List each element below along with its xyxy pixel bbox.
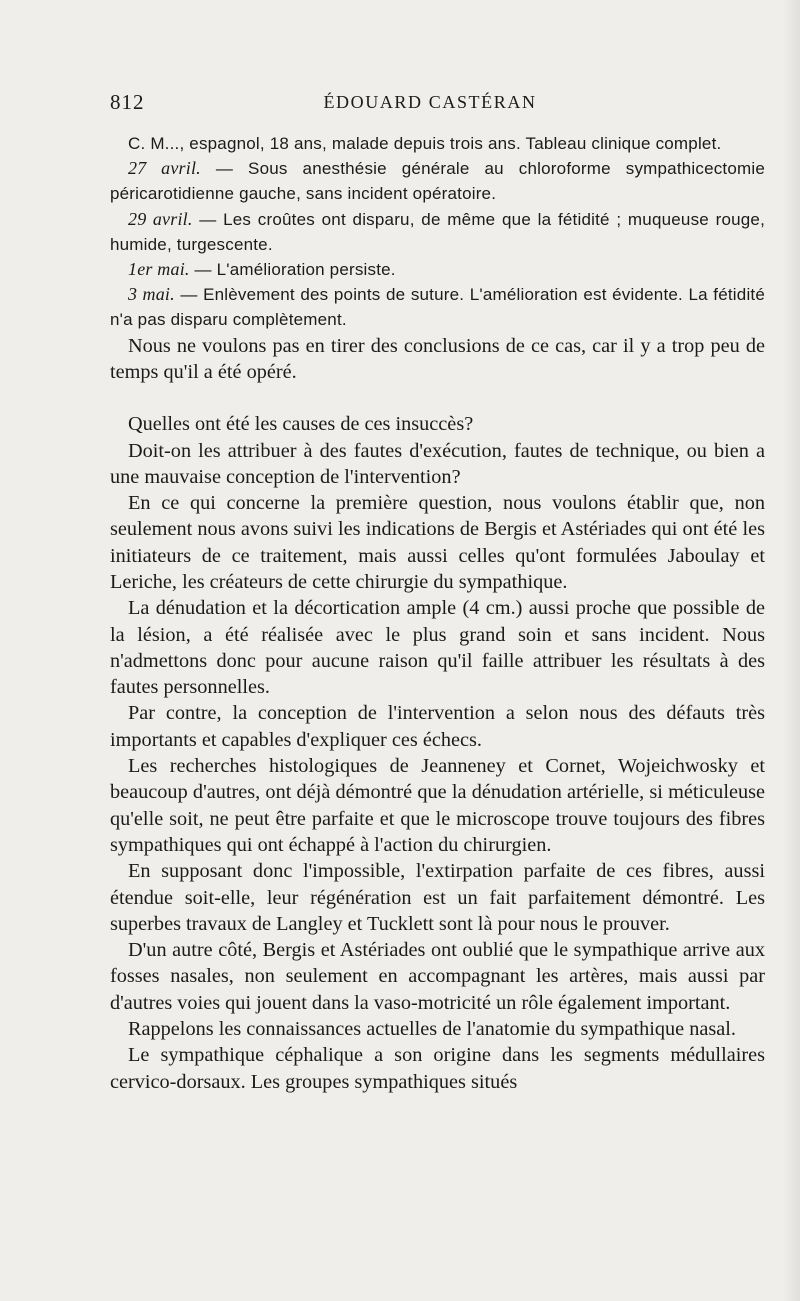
case-entry	[110, 282, 765, 332]
case-entry-date: 1er mai.	[128, 259, 190, 280]
page-body	[110, 131, 765, 1095]
case-entry-date: 29 avril.	[128, 208, 193, 229]
case-entry-text: — Sous anesthésie générale au chloroforme sympathicectomie péricarotidienne gauche, sans incident opératoire.	[110, 159, 766, 204]
case-intro: C. M..., espagnol, 18 ans, malade depuis trois ans. Tableau clinique complet.	[128, 134, 722, 153]
paragraph: La dénudation et la décortication ample (4 cm.) aussi proche que possible de la lésion, a été réalisée avec le plus grand soin et sans incident. Nous n'admettons donc pour aucune raison qu'il faille attribuer les résultats à des fautes personnelles.	[110, 597, 765, 699]
paragraph: Quelles ont été les causes de ces insuccès?	[128, 413, 474, 436]
case-entry-text: — L'amélioration persiste.	[189, 260, 396, 280]
paragraph: En supposant donc l'impossible, l'extirpation parfaite de ces fibres, aussi étendue soit-elle, leur régénération est un fait parfaitement démontré. Les superbes travaux de Langley et Tucklett sont là pour nous le prouver.	[110, 860, 765, 935]
case-entry-text: — Enlèvement des points de suture. L'amélioration est évidente. La fétidité n'a pas disparu complètement.	[110, 285, 765, 330]
page-number: 812	[110, 90, 145, 114]
case-entry-text: — Les croûtes ont disparu, de même que la fétidité ; muqueuse rouge, humide, turgescente.	[110, 209, 766, 254]
case-entry-date: 27 avril.	[128, 158, 201, 179]
case-entry	[110, 257, 765, 282]
case-report	[110, 131, 765, 333]
running-title: ÉDOUARD CASTÉRAN	[323, 92, 537, 112]
paragraph: Doit-on les attribuer à des fautes d'exécution, fautes de technique, ou bien a une mauvaise conception de l'intervention?	[110, 439, 765, 488]
case-entry	[110, 156, 765, 206]
paragraph: Le sympathique céphalique a son origine dans les segments médullaires cervico-dorsaux. Les groupes sympathiques situés	[110, 1044, 765, 1093]
paragraph: D'un autre côté, Bergis et Astériades ont oublié que le sympathique arrive aux fosses nasales, non seulement en accompagnant les artères, mais aussi par d'autres voies qui jouent dans la vaso-motricité un rôle également important.	[110, 939, 765, 1014]
case-entry-date: 3 mai.	[128, 284, 175, 305]
paragraph: Rappelons les connaissances actuelles de l'anatomie du sympathique nasal.	[128, 1018, 736, 1041]
case-entry	[110, 207, 765, 257]
paragraph: Les recherches histologiques de Jeanneney et Cornet, Wojeichwosky et beaucoup d'autres, ont déjà démontré que la dénudation artérielle, si méticuleuse qu'elle soit, ne peut être parfaite et que le microscope trouve toujours des fibres sympathiques qui ont échappé à l'action du chirurgien.	[110, 755, 765, 856]
paragraph: En ce qui concerne la première question, nous voulons établir que, non seulement nous avons suivi les indications de Bergis et Astériades qui ont été les initiateurs de ce traitement, mais aussi celles qu'ont formulées Jaboulay et Leriche, les créateurs de cette chirurgie du sympathique.	[110, 492, 765, 593]
main-text	[110, 333, 765, 1095]
paragraph: Nous ne voulons pas en tirer des conclusions de ce cas, car il y a trop peu de temps qu'il a été opéré.	[110, 334, 765, 383]
page-header	[110, 86, 750, 116]
paragraph: Par contre, la conception de l'intervention a selon nous des défauts très importants et capables d'expliquer ces échecs.	[110, 702, 765, 751]
